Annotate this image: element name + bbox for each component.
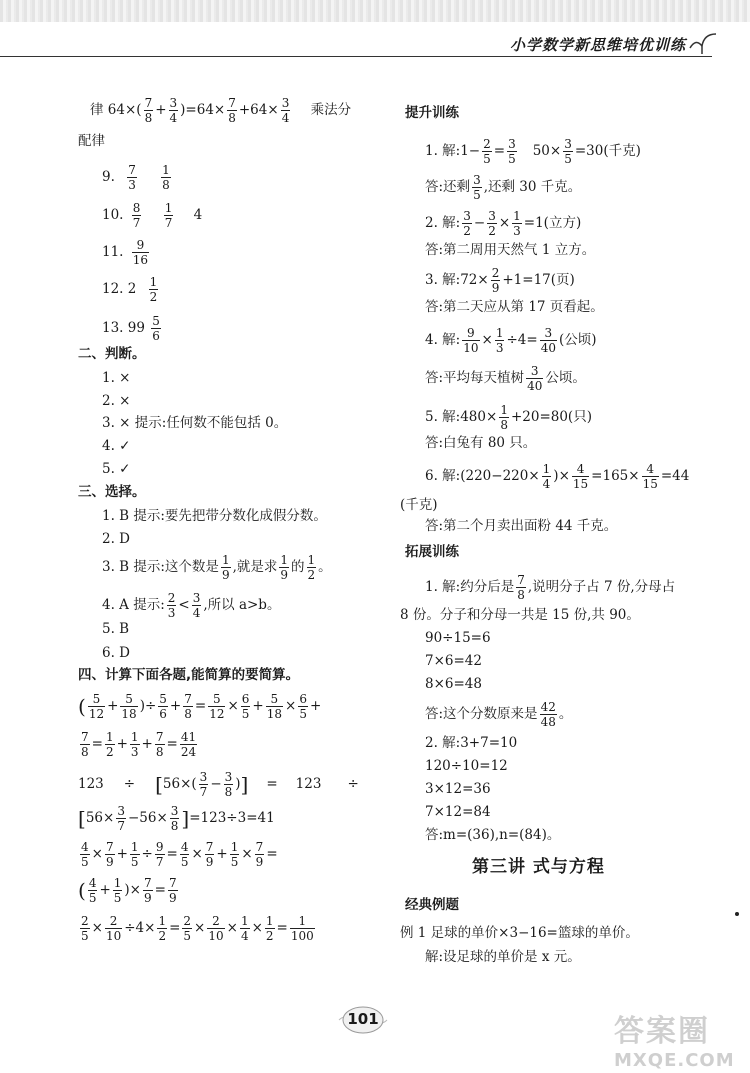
improve-3-answer: 答:第二天应从第 17 页看起。 bbox=[425, 299, 604, 315]
calc-line-3: 123 ÷ [56×( $\frac{3}{7}$ − $\frac{3}{8}$ )] = 123 ÷ bbox=[78, 770, 359, 799]
watermark-logo: 答案圈 MXQE.COM bbox=[614, 1014, 735, 1071]
choice-5: 5. B bbox=[102, 621, 130, 637]
fraction: $\frac{7}{9}$ bbox=[205, 840, 214, 869]
fraction: $\frac{6}{5}$ bbox=[241, 692, 250, 721]
fraction: $\frac{2}{5}$ bbox=[183, 914, 192, 943]
page-number: 101 bbox=[347, 1010, 379, 1028]
fraction: $\frac{1}{2}$ bbox=[307, 553, 316, 582]
choice-4: 4. A 提示: $\frac{2}{3}$ < $\frac{3}{4}$ ,所以 a>b。 bbox=[102, 591, 281, 620]
fraction: $\frac{1}{2}$ bbox=[265, 914, 274, 943]
fraction: $\frac{1}{8}$ bbox=[162, 163, 170, 192]
fraction: $\frac{7}{8}$ bbox=[517, 573, 525, 602]
fraction: $\frac{2}{3}$ bbox=[167, 591, 176, 620]
fraction: $\frac{7}{8}$ bbox=[155, 730, 164, 759]
answer-9: 9. $\frac{7}{3}$ $\frac{1}{8}$ bbox=[102, 163, 170, 192]
fraction: $\frac{5}{6}$ bbox=[152, 314, 160, 343]
fraction: $\frac{5}{6}$ bbox=[159, 692, 167, 721]
fraction: $\frac{2}{5}$ bbox=[81, 914, 89, 943]
fraction: $\frac{7}{8}$ bbox=[184, 692, 192, 721]
fraction: $\frac{3}{8}$ bbox=[170, 804, 179, 833]
choice-3: 3. B 提示:这个数是 $\frac{1}{9}$ ,就是求 $\frac{1}{9}$ 的 $\frac{1}{2}$ 。 bbox=[102, 553, 332, 582]
improve-5: 5. 解:480× $\frac{1}{8}$ +20=80(只) bbox=[425, 403, 592, 432]
section-calc-title: 四、计算下面各题,能简算的要简算。 bbox=[78, 667, 300, 683]
extend-2-line3: 3×12=36 bbox=[425, 781, 491, 797]
answer-10: 10. $\frac{8}{7}$ $\frac{1}{7}$ 4 bbox=[102, 201, 203, 230]
fraction: $\frac{5}{12}$ bbox=[209, 692, 225, 721]
fraction: $\frac{1}{9}$ bbox=[221, 553, 230, 582]
improve-2-answer: 答:第二周用天然气 1 立方。 bbox=[425, 242, 596, 258]
calc-line-4: [56× $\frac{3}{7}$ −56× $\frac{3}{8}$ ]=123÷3=41 bbox=[78, 804, 275, 833]
fraction: $\frac{9}{16}$ bbox=[132, 238, 149, 267]
fraction: $\frac{5}{18}$ bbox=[266, 692, 283, 721]
extend-1-line5: 8×6=48 bbox=[425, 676, 482, 692]
fraction: $\frac{9}{10}$ bbox=[463, 326, 479, 355]
fraction: $\frac{7}{9}$ bbox=[105, 840, 114, 869]
choice-1: 1. B 提示:要先把带分数化成假分数。 bbox=[102, 508, 327, 524]
fraction: $\frac{2}{5}$ bbox=[483, 137, 491, 166]
answer-11: 11. $\frac{9}{16}$ bbox=[102, 238, 149, 267]
extend-2-answer: 答:m=(36),n=(84)。 bbox=[425, 827, 561, 843]
extend-1-line3: 90÷15=6 bbox=[425, 630, 491, 646]
judge-2: 2. × bbox=[102, 393, 131, 409]
improve-5-answer: 答:白兔有 80 只。 bbox=[425, 435, 537, 451]
fraction: $\frac{8}{7}$ bbox=[132, 201, 141, 230]
fraction: $\frac{1}{2}$ bbox=[105, 730, 114, 759]
extend-1: 1. 解:约分后是 $\frac{7}{8}$ ,说明分子占 7 份,分母占 bbox=[425, 573, 676, 602]
fraction: $\frac{7}{9}$ bbox=[255, 840, 264, 869]
fraction: $\frac{1}{2}$ bbox=[149, 275, 158, 304]
judge-1: 1. × bbox=[102, 370, 131, 386]
fraction: $\frac{1}{3}$ bbox=[513, 209, 521, 238]
line-distributive-cont: 配律 bbox=[78, 133, 105, 149]
calc-line-1: ( $\frac{5}{12}$ + $\frac{5}{18}$ )÷ $\frac{5}{6}$ + $\frac{7}{8}$ = $\frac{5}{12}$ × $\frac{6}{5}$ + $\frac{5}{18}$ × $\frac{6}{5}$ + bbox=[78, 692, 322, 721]
calc-line-5: $\frac{4}{5}$ × $\frac{7}{9}$ + $\frac{1}{5}$ ÷ $\frac{9}{7}$ = $\frac{4}{5}$ × $\frac{7}{9}$ + $\frac{1}{5}$ × $\frac{7}{9}$ = bbox=[81, 840, 278, 869]
extend-2-line2: 120÷10=12 bbox=[425, 758, 508, 774]
fraction: $\frac{4}{15}$ bbox=[642, 462, 658, 491]
fraction: $\frac{3}{40}$ bbox=[540, 326, 556, 355]
section-judge-title: 二、判断。 bbox=[78, 346, 146, 362]
header-title: 小学数学新思维培优训练 bbox=[509, 36, 686, 54]
choice-2: 2. D bbox=[102, 531, 130, 547]
example-1-solution: 解:设足球的单价是 x 元。 bbox=[425, 949, 581, 965]
fraction: $\frac{1}{4}$ bbox=[240, 914, 249, 943]
fraction: $\frac{7}{8}$ bbox=[81, 730, 89, 759]
fraction: $\frac{6}{5}$ bbox=[299, 692, 307, 721]
extend-1-line4: 7×6=42 bbox=[425, 653, 482, 669]
improve-2: 2. 解: $\frac{3}{2}$ − $\frac{3}{2}$ × $\frac{1}{3}$ =1(立方) bbox=[425, 209, 582, 238]
fraction: $\frac{1}{4}$ bbox=[542, 462, 551, 491]
fraction: $\frac{2}{9}$ bbox=[491, 266, 500, 295]
improve-4: 4. 解: $\frac{9}{10}$ × $\frac{1}{3}$ ÷4= $\frac{3}{40}$ (公顷) bbox=[425, 326, 597, 355]
fraction: $\frac{1}{2}$ bbox=[158, 914, 167, 943]
fraction: $\frac{3}{2}$ bbox=[488, 209, 496, 238]
fraction: $\frac{1}{7}$ bbox=[164, 201, 173, 230]
fraction: $\frac{4}{5}$ bbox=[81, 840, 89, 869]
section-title: 第三讲 式与方程 bbox=[472, 857, 605, 877]
fraction: $\frac{1}{3}$ bbox=[130, 730, 139, 759]
improve-6-unit: (千克) bbox=[400, 497, 438, 513]
fraction: $\frac{9}{7}$ bbox=[155, 840, 164, 869]
calc-line-7: $\frac{2}{5}$ × $\frac{2}{10}$ ÷4× $\frac{1}{2}$ = $\frac{2}{5}$ × $\frac{2}{10}$ × $\frac{1}{4}$ × $\frac{1}{2}$ = $\frac{1}{100}$ bbox=[81, 914, 314, 943]
improve-1: 1. 解:1− $\frac{2}{5}$ = $\frac{3}{5}$ 50× $\frac{3}{5}$ =30(千克) bbox=[425, 137, 641, 166]
fraction: $\frac{3}{5}$ bbox=[564, 137, 572, 166]
fraction: $\frac{3}{4}$ bbox=[169, 96, 178, 125]
fraction: $\frac{7}{9}$ bbox=[144, 876, 152, 905]
fraction: $\frac{3}{7}$ bbox=[199, 770, 208, 799]
fraction: $\frac{7}{8}$ bbox=[228, 96, 236, 125]
heading-extend: 拓展训练 bbox=[405, 544, 459, 560]
fraction: $\frac{3}{2}$ bbox=[463, 209, 471, 238]
judge-5: 5. ✓ bbox=[102, 461, 131, 477]
extend-2-line4: 7×12=84 bbox=[425, 804, 491, 820]
fraction: $\frac{1}{5}$ bbox=[230, 840, 239, 869]
fraction: $\frac{1}{5}$ bbox=[113, 876, 122, 905]
fraction: $\frac{4}{5}$ bbox=[180, 840, 189, 869]
fraction: $\frac{2}{10}$ bbox=[105, 914, 122, 943]
margin-dot bbox=[735, 912, 739, 916]
improve-6-answer: 答:第二个月卖出面粉 44 千克。 bbox=[425, 518, 618, 534]
sprout-icon bbox=[686, 30, 720, 56]
judge-4: 4. ✓ bbox=[102, 438, 131, 454]
header-rule bbox=[0, 56, 712, 57]
extend-2: 2. 解:3+7=10 bbox=[425, 735, 518, 751]
improve-4-answer: 答:平均每天植树 $\frac{3}{40}$ 公顷。 bbox=[425, 364, 586, 393]
fraction: $\frac{3}{5}$ bbox=[473, 173, 481, 202]
fraction: $\frac{42}{48}$ bbox=[540, 700, 556, 729]
fraction: $\frac{7}{3}$ bbox=[128, 163, 136, 192]
heading-examples: 经典例题 bbox=[405, 897, 459, 913]
fraction: $\frac{1}{8}$ bbox=[500, 403, 508, 432]
extend-1-answer: 答:这个分数原来是 $\frac{42}{48}$ 。 bbox=[425, 700, 573, 729]
extend-1-line2: 8 份。分子和分母一共是 15 份,共 90。 bbox=[400, 607, 640, 623]
fraction: $\frac{3}{8}$ bbox=[224, 770, 233, 799]
fraction: $\frac{5}{18}$ bbox=[121, 692, 137, 721]
fraction: $\frac{4}{15}$ bbox=[572, 462, 589, 491]
fraction: $\frac{7}{9}$ bbox=[168, 876, 177, 905]
line-distributive: 律 64×( $\frac{7}{8}$ + $\frac{3}{4}$ )=64× $\frac{7}{8}$ +64× $\frac{3}{4}$ 乘法分 bbox=[90, 96, 352, 125]
fraction: $\frac{1}{9}$ bbox=[280, 553, 289, 582]
fraction: $\frac{3}{7}$ bbox=[117, 804, 125, 833]
heading-improve: 提升训练 bbox=[405, 105, 459, 121]
answer-12: 12. 2 $\frac{1}{2}$ bbox=[102, 275, 158, 304]
fraction: $\frac{41}{24}$ bbox=[180, 730, 197, 759]
fraction: $\frac{2}{10}$ bbox=[208, 914, 224, 943]
section-choice-title: 三、选择。 bbox=[78, 484, 146, 500]
fraction: $\frac{3}{4}$ bbox=[281, 96, 290, 125]
answer-13: 13. 99 $\frac{5}{6}$ bbox=[102, 314, 160, 343]
judge-3: 3. × 提示:任何数不能包括 0。 bbox=[102, 415, 288, 431]
fraction: $\frac{7}{8}$ bbox=[144, 96, 153, 125]
fraction: $\frac{3}{40}$ bbox=[527, 364, 543, 393]
fraction: $\frac{1}{100}$ bbox=[290, 914, 314, 943]
example-1: 例 1 足球的单价×3−16=篮球的单价。 bbox=[400, 925, 639, 941]
choice-6: 6. D bbox=[102, 645, 130, 661]
fraction: $\frac{5}{12}$ bbox=[88, 692, 105, 721]
fraction: $\frac{4}{5}$ bbox=[88, 876, 97, 905]
fraction: $\frac{1}{3}$ bbox=[495, 326, 504, 355]
fraction: $\frac{3}{4}$ bbox=[192, 591, 201, 620]
header-texture bbox=[0, 0, 750, 22]
improve-3: 3. 解:72× $\frac{2}{9}$ +1=17(页) bbox=[425, 266, 575, 295]
page-number-badge bbox=[335, 1000, 391, 1040]
fraction: $\frac{1}{5}$ bbox=[130, 840, 139, 869]
fraction: $\frac{3}{5}$ bbox=[508, 137, 516, 166]
calc-line-2: $\frac{7}{8}$ = $\frac{1}{2}$ + $\frac{1}{3}$ + $\frac{7}{8}$ = $\frac{41}{24}$ bbox=[81, 730, 197, 759]
calc-line-6: ( $\frac{4}{5}$ + $\frac{1}{5}$ )× $\frac{7}{9}$ = $\frac{7}{9}$ bbox=[78, 876, 177, 905]
improve-1-answer: 答:还剩 $\frac{3}{5}$ ,还剩 30 千克。 bbox=[425, 173, 582, 202]
improve-6: 6. 解:(220−220× $\frac{1}{4}$ )× $\frac{4}{15}$ =165× $\frac{4}{15}$ =44 bbox=[425, 462, 690, 491]
